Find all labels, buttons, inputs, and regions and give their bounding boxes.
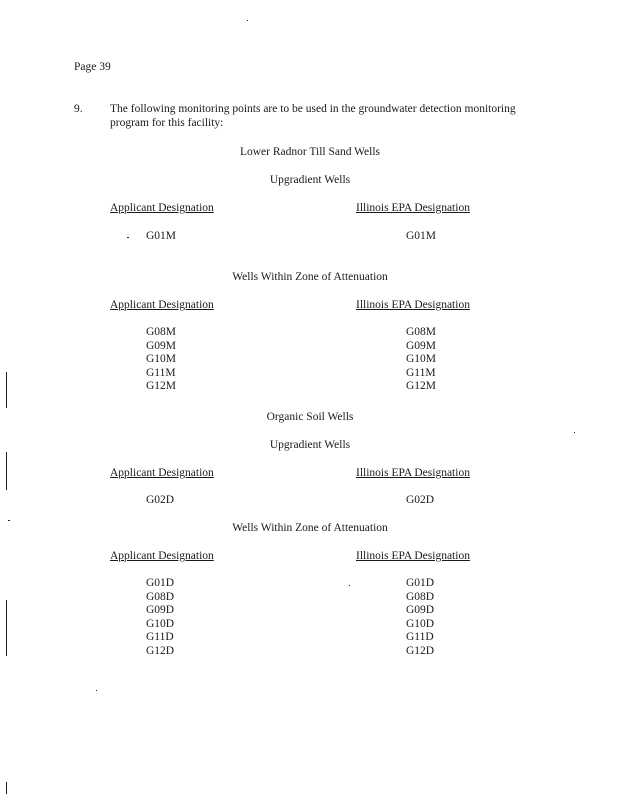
group-subtitle: Upgradient Wells <box>269 439 351 451</box>
well-id: G09M <box>146 339 177 352</box>
iepa-well-list <box>406 326 436 394</box>
change-bar <box>6 372 7 408</box>
well-id: G08M <box>146 326 177 338</box>
well-id: G11M <box>146 366 176 379</box>
change-bar <box>6 452 7 490</box>
change-bar <box>6 782 7 794</box>
well-id: G10D <box>406 617 435 630</box>
item-text-line-2: program for this facility: <box>110 117 224 129</box>
well-id: G11M <box>406 366 436 379</box>
well-id: G12M <box>146 380 177 393</box>
applicant-designation-header: Applicant Designation <box>110 467 214 479</box>
well-id: G10M <box>406 353 437 366</box>
well-id: G09D <box>406 604 435 617</box>
iepa-designation-header: Illinois EPA Designation <box>356 550 470 562</box>
group-subtitle: Upgradient Wells <box>269 174 351 186</box>
speck <box>349 585 350 586</box>
item-text-line-1: The following monitoring points are to be used in the groundwater detection monitoring <box>110 103 516 115</box>
applicant-well-list <box>146 326 176 394</box>
speck <box>127 237 129 238</box>
well-id: G01D <box>406 577 435 589</box>
page-header: Page 39 <box>74 61 111 73</box>
group-subtitle: Wells Within Zone of Attenuation <box>232 522 388 534</box>
item-number: 9. <box>74 103 83 115</box>
section-title: Lower Radnor Till Sand Wells <box>239 146 381 158</box>
well-id: G11D <box>146 631 174 644</box>
applicant-designation-header: Applicant Designation <box>110 550 214 562</box>
speck <box>574 432 575 433</box>
iepa-designation-header: Illinois EPA Designation <box>356 202 470 214</box>
well-id: G01D <box>146 577 175 589</box>
well-id: G10M <box>146 353 177 366</box>
well-id: G01M <box>146 230 177 242</box>
well-id: G08M <box>406 326 437 338</box>
iepa-designation-header: Illinois EPA Designation <box>356 299 470 311</box>
well-id: G12D <box>406 644 435 657</box>
speck <box>8 520 10 521</box>
applicant-designation-header: Applicant Designation <box>110 299 214 311</box>
speck <box>247 20 248 21</box>
applicant-well-list <box>146 577 174 659</box>
well-id: G11D <box>406 631 434 644</box>
well-id: G02D <box>406 494 435 506</box>
well-id: G08D <box>146 590 175 603</box>
well-id: G12D <box>146 644 175 657</box>
change-bar <box>6 600 7 656</box>
well-id: G09M <box>406 339 437 352</box>
well-id: G10D <box>146 617 175 630</box>
section-title: Organic Soil Wells <box>266 411 354 423</box>
applicant-designation-header: Applicant Designation <box>110 202 214 214</box>
well-id: G08D <box>406 590 435 603</box>
group-subtitle: Wells Within Zone of Attenuation <box>232 271 388 283</box>
well-id: G09D <box>146 604 175 617</box>
well-id: G01M <box>406 230 437 242</box>
speck <box>96 690 97 691</box>
iepa-well-list <box>406 577 434 659</box>
well-id: G12M <box>406 380 437 393</box>
iepa-designation-header: Illinois EPA Designation <box>356 467 470 479</box>
well-id: G02D <box>146 494 175 506</box>
